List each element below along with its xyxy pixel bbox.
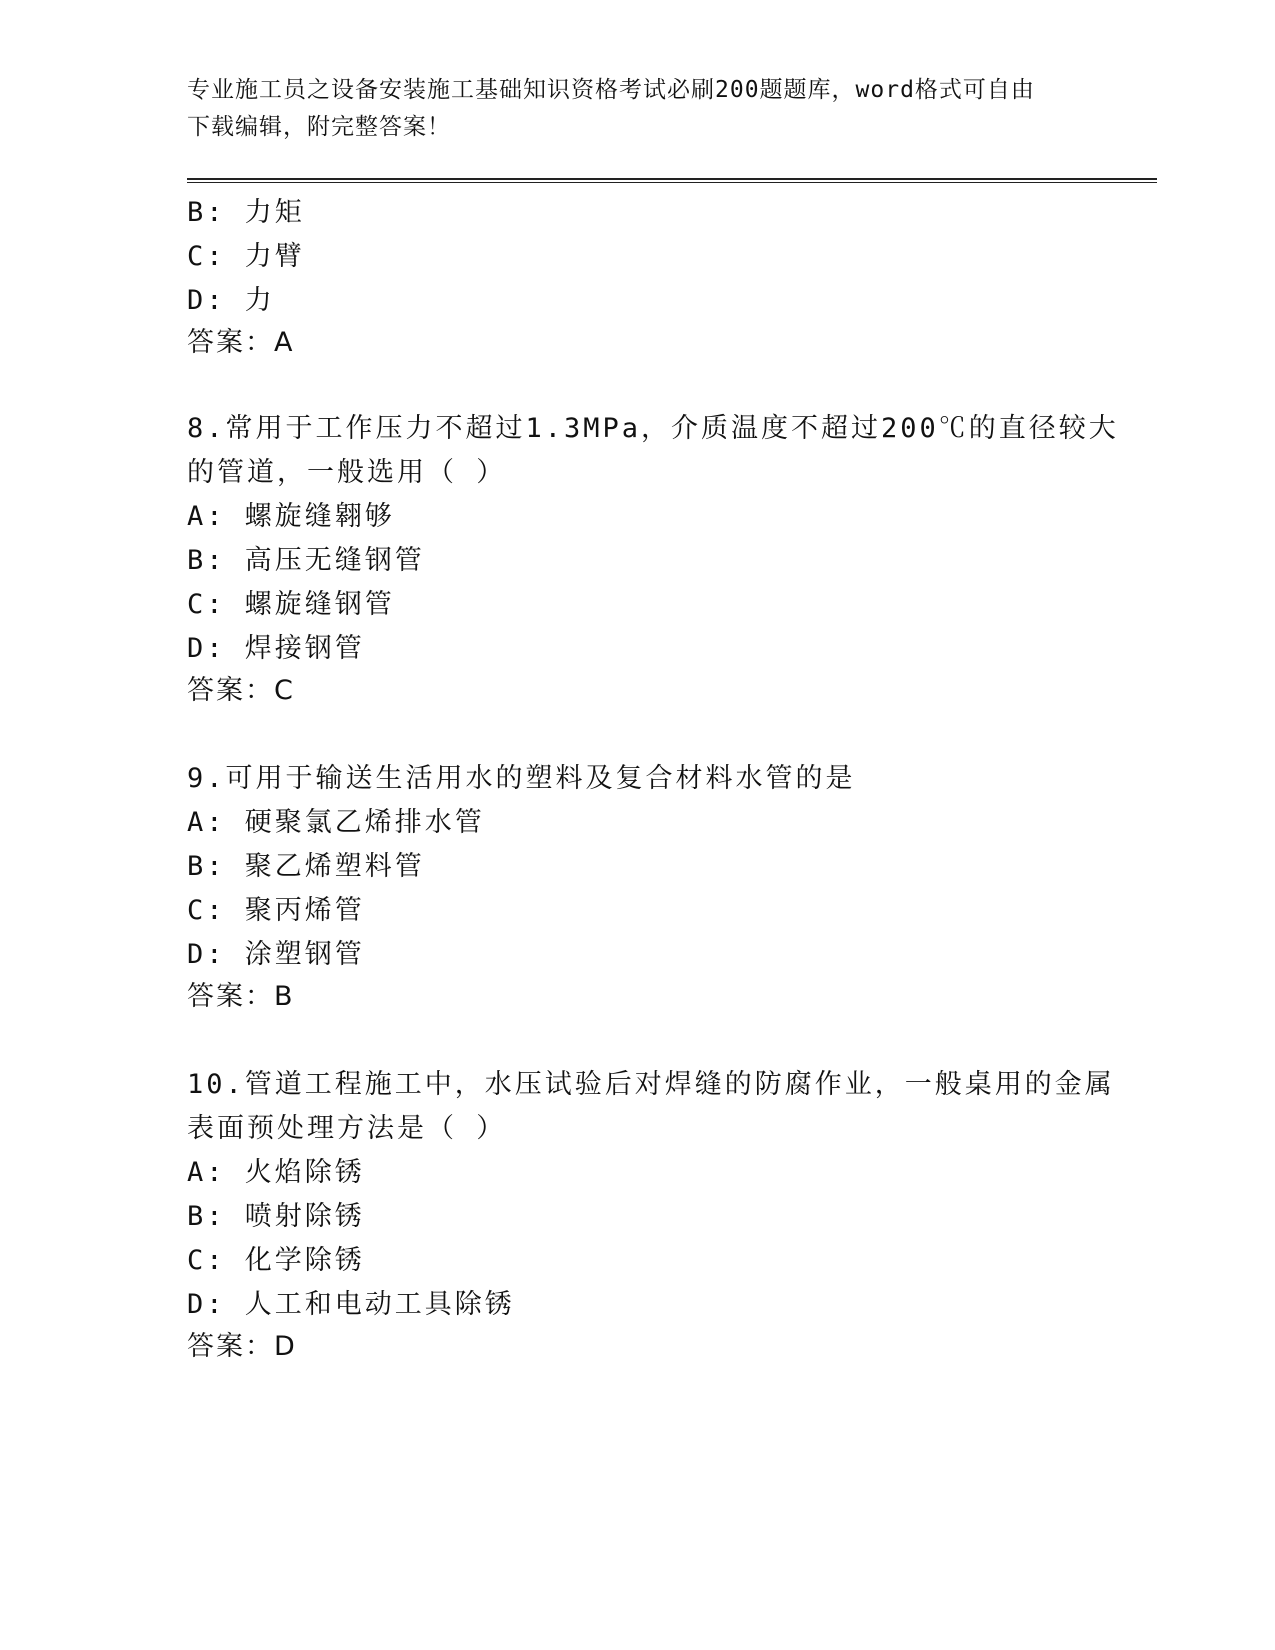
option-line: B: 喷射除锈 xyxy=(187,1201,365,1232)
question-stem: 表面预处理方法是（ ） xyxy=(187,1113,507,1144)
option-line: A: 螺旋缝翱够 xyxy=(187,501,395,532)
option-line: C: 螺旋缝钢管 xyxy=(187,589,395,620)
option-line: B: 力矩 xyxy=(187,197,305,228)
question-stem: 9.可用于输送生活用水的塑料及复合材料水管的是 xyxy=(187,763,856,794)
option-line: A: 火焰除锈 xyxy=(187,1157,365,1188)
option-line: D: 人工和电动工具除锈 xyxy=(187,1289,515,1320)
question-stem: 10.管道工程施工中，水压试验后对焊缝的防腐作业，一般桌用的金属 xyxy=(187,1069,1115,1100)
option-line: A: 硬聚氯乙烯排水管 xyxy=(187,807,485,838)
option-line: B: 高压无缝钢管 xyxy=(187,545,425,576)
answer-line: 答案：B xyxy=(187,981,295,1012)
document-header xyxy=(187,72,1087,146)
question-stem: 8.常用于工作压力不超过1.3MPa，介质温度不超过200℃的直径较大 xyxy=(187,413,1119,444)
header-divider xyxy=(187,178,1157,183)
option-line: B: 聚乙烯塑料管 xyxy=(187,851,425,882)
answer-line: 答案：D xyxy=(187,1331,297,1362)
header-line-1: 专业施工员之设备安装施工基础知识资格考试必刷200题题库，word格式可自由 xyxy=(187,77,1035,103)
answer-line: 答案：C xyxy=(187,675,295,706)
option-line: D: 涂塑钢管 xyxy=(187,939,365,970)
option-line: C: 化学除锈 xyxy=(187,1245,365,1276)
answer-line: 答案：A xyxy=(187,327,295,358)
question-stem: 的管道，一般选用（ ） xyxy=(187,457,507,488)
option-line: C: 聚丙烯管 xyxy=(187,895,365,926)
option-line: D: 力 xyxy=(187,285,275,316)
option-line: C: 力臂 xyxy=(187,241,305,272)
header-line-2: 下载编辑，附完整答案！ xyxy=(187,114,451,140)
option-line: D: 焊接钢管 xyxy=(187,633,365,664)
